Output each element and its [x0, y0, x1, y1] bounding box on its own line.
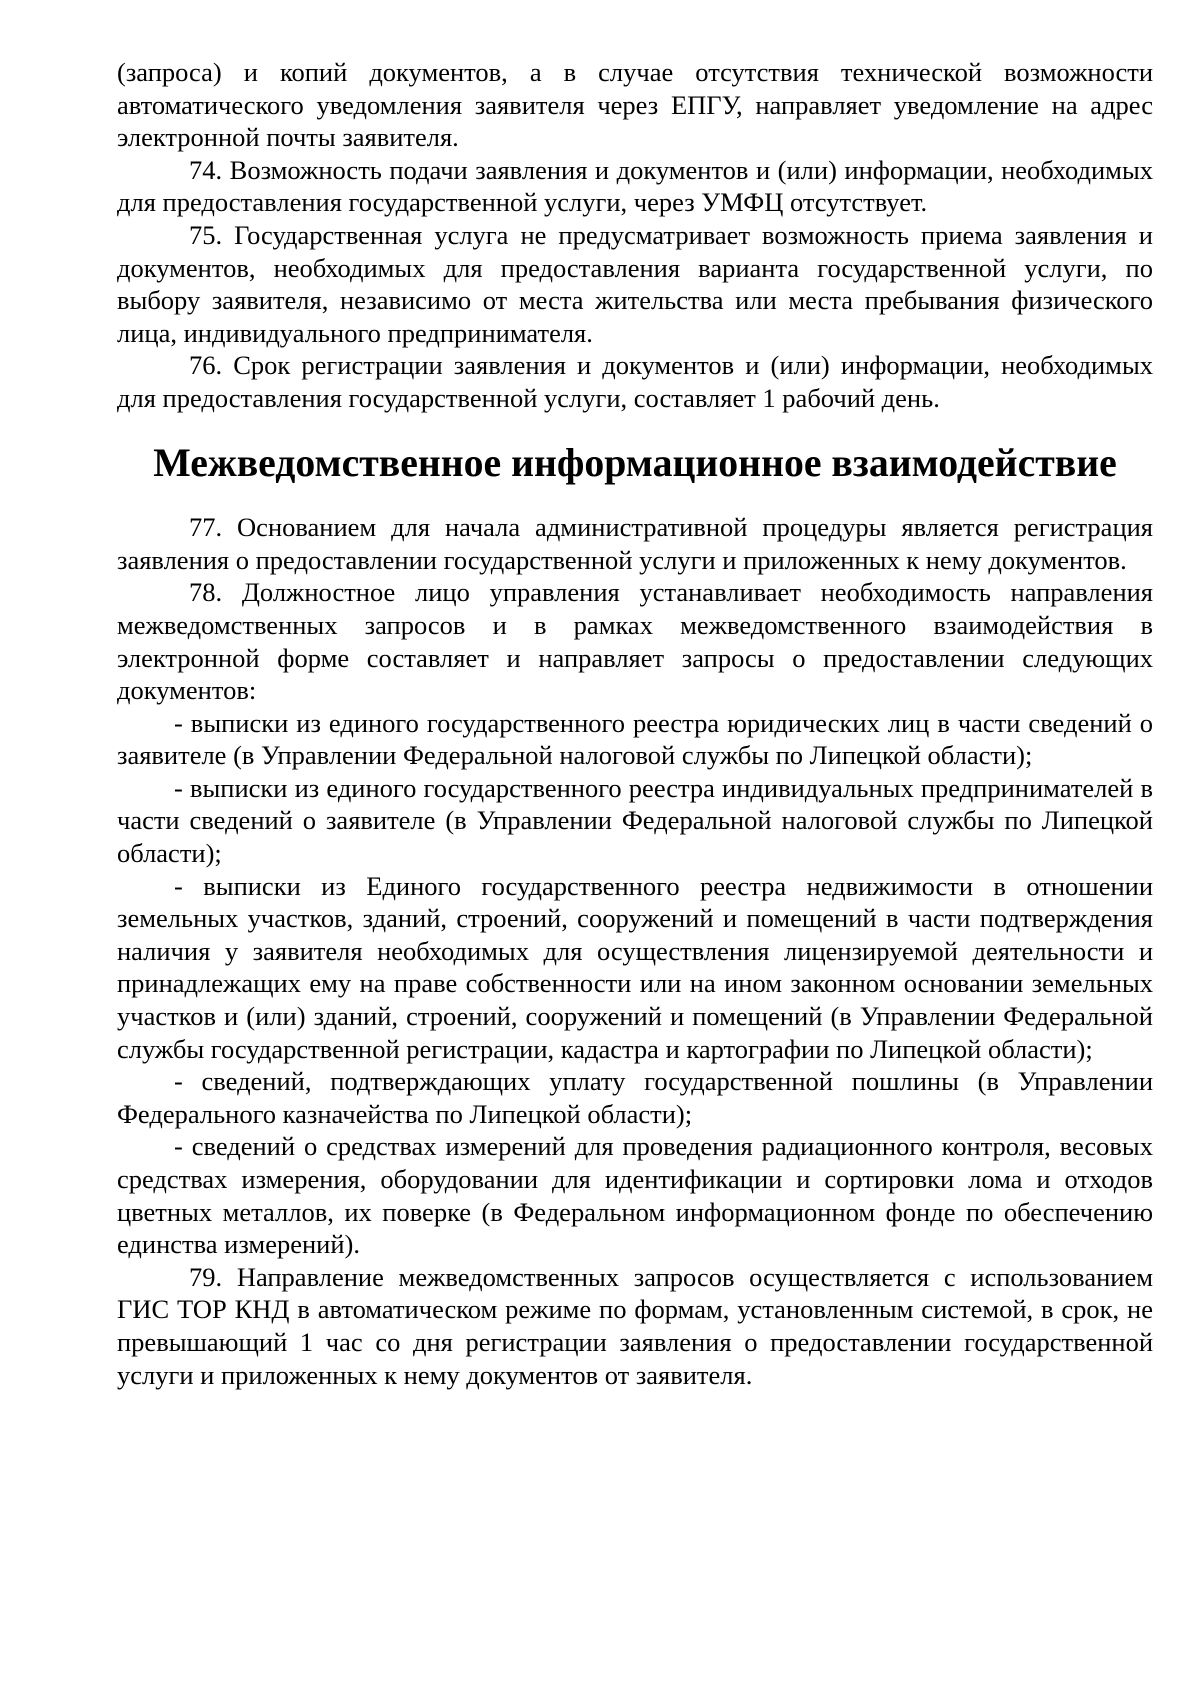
section-heading: Межведомственное информационное взаимодействие [153, 440, 1117, 485]
paragraph-76: 76. Срок регистрации заявления и документов и (или) информации, необходимых для предоставления государственной услуги, составляет 1 рабочий день. [117, 350, 1153, 413]
paragraph-74: 74. Возможность подачи заявления и документов и (или) информации, необходимых для предоставления государственной услуги, через УМФЦ отсутствует. [117, 154, 1153, 218]
document-page [117, 56, 1153, 1391]
list-item-entrepreneurs-registry: - выписки из единого государственного реестра индивидуальных предпринимателей в части сведений о заявителе (в Управлении Федеральной налоговой службы по Липецкой области); [117, 772, 1153, 869]
paragraph-75: 75. Государственная услуга не предусматривает возможность приема заявления и документов, необходимых для предоставления варианта государственной услуги, по выбору заявителя, независимо от места жительства или места пребывания физического лица, индивидуального предпринимателя. [117, 219, 1153, 348]
list-item-state-duty-payment: - сведений, подтверждающих уплату государственной пошлины (в Управлении Федерального казначейства по Липецкой области); [117, 1066, 1153, 1129]
paragraph-79: 79. Направление межведомственных запросов осуществляется с использованием ГИС ТОР КНД в автоматическом режиме по формам, установленным системой, в срок, не превышающий 1 час со дня регистрации заявления о предоставлении государственной услуги и приложенных к нему документов от заявителя. [117, 1261, 1153, 1390]
paragraph-77: 77. Основанием для начала административной процедуры является регистрация заявления о предоставлении государственной услуги и приложенных к нему документов. [117, 512, 1153, 575]
list-item-real-estate-registry: - выписки из Единого государственного реестра недвижимости в отношении земельных участков, зданий, строений, сооружений и помещений в части подтверждения наличия у заявителя необходимых для осуществления лицензируемой деятельности и принадлежащих ему на праве собственности или на ином законном основании земельных участков и (или) зданий, строений, сооружений и помещений (в Управлении Федеральной службы государственной регистрации, кадастра и картографии по Липецкой области); [117, 870, 1153, 1064]
paragraph-continuation: (запроса) и копий документов, а в случае отсутствия технической возможности автоматического уведомления заявителя через ЕПГУ, направляет уведомление на адрес электронной почты заявителя. [117, 57, 1153, 153]
paragraph-78: 78. Должностное лицо управления устанавливает необходимость направления межведомственных запросов и в рамках межведомственного взаимодействия в электронной форме составляет и направляет запросы о предоставлении следующих документов: [117, 577, 1153, 706]
list-item-measuring-instruments: - сведений о средствах измерений для проведения радиационного контроля, весовых средствах измерения, оборудовании для идентификации и сортировки лома и отходов цветных металлов, их поверке (в Федеральном информационном фонде по обеспечению единства измерений). [117, 1131, 1153, 1260]
list-item-legal-entities-registry: - выписки из единого государственного реестра юридических лиц в части сведений о заявителе (в Управлении Федеральной налоговой службы по Липецкой области); [117, 707, 1153, 771]
